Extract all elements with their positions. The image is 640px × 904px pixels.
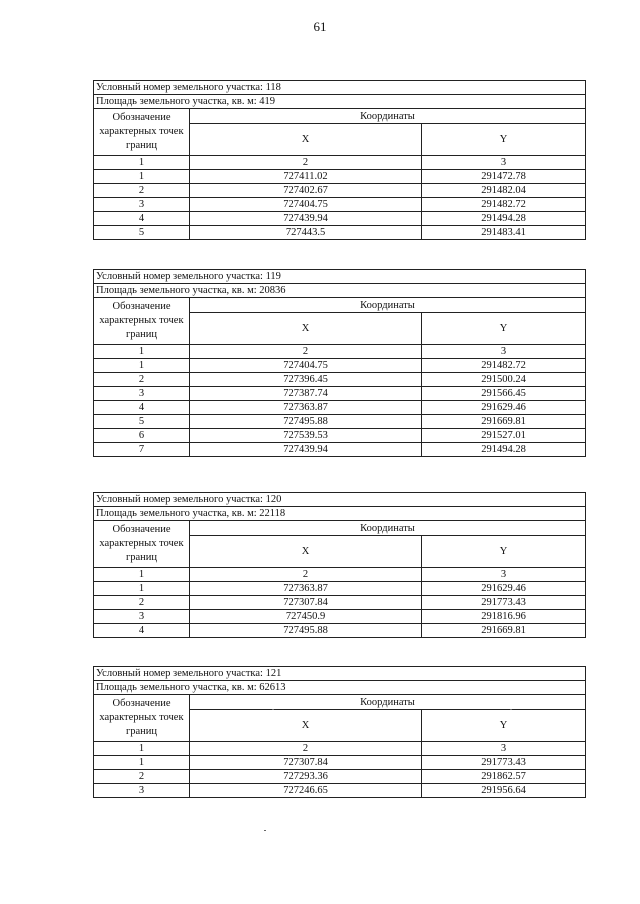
- table-row: [94, 429, 586, 443]
- page-number: 61: [313, 19, 327, 34]
- y-coordinate: 291494.28: [422, 443, 586, 457]
- column-number: 3: [422, 568, 586, 582]
- point-number: 3: [94, 387, 190, 401]
- point-number: 6: [94, 429, 190, 443]
- table-row: [94, 198, 586, 212]
- table-row: [94, 770, 586, 784]
- x-coordinate: 727387.74: [190, 387, 422, 401]
- column-number: 2: [190, 568, 422, 582]
- column-numbers-row: [94, 156, 586, 170]
- table-row: [94, 624, 586, 638]
- parcel-area: Площадь земельного участка, кв. м: 22118: [94, 507, 586, 521]
- point-number: 1: [94, 170, 190, 184]
- x-coordinate: 727363.87: [190, 401, 422, 415]
- table-row: [94, 415, 586, 429]
- point-number: 3: [94, 784, 190, 798]
- scan-speck: [264, 830, 266, 831]
- y-coordinate: 291629.46: [422, 401, 586, 415]
- point-number: 2: [94, 373, 190, 387]
- parcel-number: Условный номер земельного участка: 119: [94, 270, 586, 284]
- point-number: 5: [94, 415, 190, 429]
- designation-header: Обозначение характерных точек границ: [94, 109, 190, 156]
- point-number: 2: [94, 596, 190, 610]
- point-number: 4: [94, 401, 190, 415]
- y-header: Y: [422, 536, 586, 568]
- table-row: [94, 387, 586, 401]
- point-number: 3: [94, 198, 190, 212]
- table-row: [94, 184, 586, 198]
- y-coordinate: 291494.28: [422, 212, 586, 226]
- point-number: 4: [94, 624, 190, 638]
- y-coordinate: 291566.45: [422, 387, 586, 401]
- x-coordinate: 727396.45: [190, 373, 422, 387]
- coordinates-header: Координаты: [190, 298, 586, 313]
- column-number: 1: [94, 742, 190, 756]
- x-coordinate: 727402.67: [190, 184, 422, 198]
- point-number: 4: [94, 212, 190, 226]
- y-coordinate: 291669.81: [422, 624, 586, 638]
- y-coordinate: 291483.41: [422, 226, 586, 240]
- y-coordinate: 291629.46: [422, 582, 586, 596]
- x-coordinate: 727539.53: [190, 429, 422, 443]
- column-number: 1: [94, 156, 190, 170]
- x-coordinate: 727293.36: [190, 770, 422, 784]
- point-number: 2: [94, 184, 190, 198]
- table-row: [94, 359, 586, 373]
- designation-header: Обозначение характерных точек границ: [94, 695, 190, 742]
- x-coordinate: 727246.65: [190, 784, 422, 798]
- table-row: [94, 373, 586, 387]
- table-row: [94, 226, 586, 240]
- y-header: Y: [422, 710, 586, 742]
- point-number: 1: [94, 359, 190, 373]
- column-numbers-row: [94, 345, 586, 359]
- x-header: X: [190, 710, 422, 742]
- y-coordinate: 291527.01: [422, 429, 586, 443]
- y-header: Y: [422, 124, 586, 156]
- y-coordinate: 291500.24: [422, 373, 586, 387]
- point-number: 1: [94, 756, 190, 770]
- parcel-table: [93, 666, 586, 798]
- parcel-table: [93, 269, 586, 457]
- table-row: [94, 443, 586, 457]
- coordinates-header: Координаты: [190, 695, 586, 710]
- y-coordinate: 291482.04: [422, 184, 586, 198]
- coordinates-header: Координаты: [190, 521, 586, 536]
- table-row: [94, 610, 586, 624]
- x-header: X: [190, 313, 422, 345]
- point-number: 5: [94, 226, 190, 240]
- x-coordinate: 727439.94: [190, 443, 422, 457]
- x-coordinate: 727411.02: [190, 170, 422, 184]
- scan-speck: [272, 709, 274, 710]
- designation-header: Обозначение характерных точек границ: [94, 521, 190, 568]
- column-number: 3: [422, 345, 586, 359]
- y-coordinate: 291482.72: [422, 359, 586, 373]
- x-coordinate: 727450.9: [190, 610, 422, 624]
- x-coordinate: 727363.87: [190, 582, 422, 596]
- x-coordinate: 727404.75: [190, 359, 422, 373]
- column-numbers-row: [94, 568, 586, 582]
- column-number: 3: [422, 156, 586, 170]
- table-row: [94, 170, 586, 184]
- point-number: 7: [94, 443, 190, 457]
- column-number: 1: [94, 345, 190, 359]
- x-coordinate: 727439.94: [190, 212, 422, 226]
- table-row: [94, 756, 586, 770]
- column-number: 2: [190, 345, 422, 359]
- column-number: 3: [422, 742, 586, 756]
- parcel-table: [93, 80, 586, 240]
- y-header: Y: [422, 313, 586, 345]
- scan-speck: [510, 709, 512, 710]
- y-coordinate: 291773.43: [422, 596, 586, 610]
- y-coordinate: 291956.64: [422, 784, 586, 798]
- y-coordinate: 291472.78: [422, 170, 586, 184]
- designation-header: Обозначение характерных точек границ: [94, 298, 190, 345]
- x-coordinate: 727307.84: [190, 596, 422, 610]
- y-coordinate: 291669.81: [422, 415, 586, 429]
- table-row: [94, 401, 586, 415]
- parcel-number: Условный номер земельного участка: 118: [94, 81, 586, 95]
- table-row: [94, 582, 586, 596]
- x-coordinate: 727307.84: [190, 756, 422, 770]
- table-row: [94, 596, 586, 610]
- point-number: 2: [94, 770, 190, 784]
- table-row: [94, 784, 586, 798]
- y-coordinate: 291773.43: [422, 756, 586, 770]
- x-header: X: [190, 536, 422, 568]
- column-number: 1: [94, 568, 190, 582]
- column-number: 2: [190, 742, 422, 756]
- x-coordinate: 727495.88: [190, 624, 422, 638]
- column-numbers-row: [94, 742, 586, 756]
- parcel-number: Условный номер земельного участка: 120: [94, 493, 586, 507]
- x-coordinate: 727443.5: [190, 226, 422, 240]
- x-coordinate: 727404.75: [190, 198, 422, 212]
- column-number: 2: [190, 156, 422, 170]
- point-number: 3: [94, 610, 190, 624]
- parcel-table: [93, 492, 586, 638]
- point-number: 1: [94, 582, 190, 596]
- coordinates-header: Координаты: [190, 109, 586, 124]
- parcel-area: Площадь земельного участка, кв. м: 20836: [94, 284, 586, 298]
- parcel-number: Условный номер земельного участка: 121: [94, 667, 586, 681]
- y-coordinate: 291862.57: [422, 770, 586, 784]
- table-row: [94, 212, 586, 226]
- x-header: X: [190, 124, 422, 156]
- y-coordinate: 291482.72: [422, 198, 586, 212]
- y-coordinate: 291816.96: [422, 610, 586, 624]
- parcel-area: Площадь земельного участка, кв. м: 62613: [94, 681, 586, 695]
- x-coordinate: 727495.88: [190, 415, 422, 429]
- parcel-area: Площадь земельного участка, кв. м: 419: [94, 95, 586, 109]
